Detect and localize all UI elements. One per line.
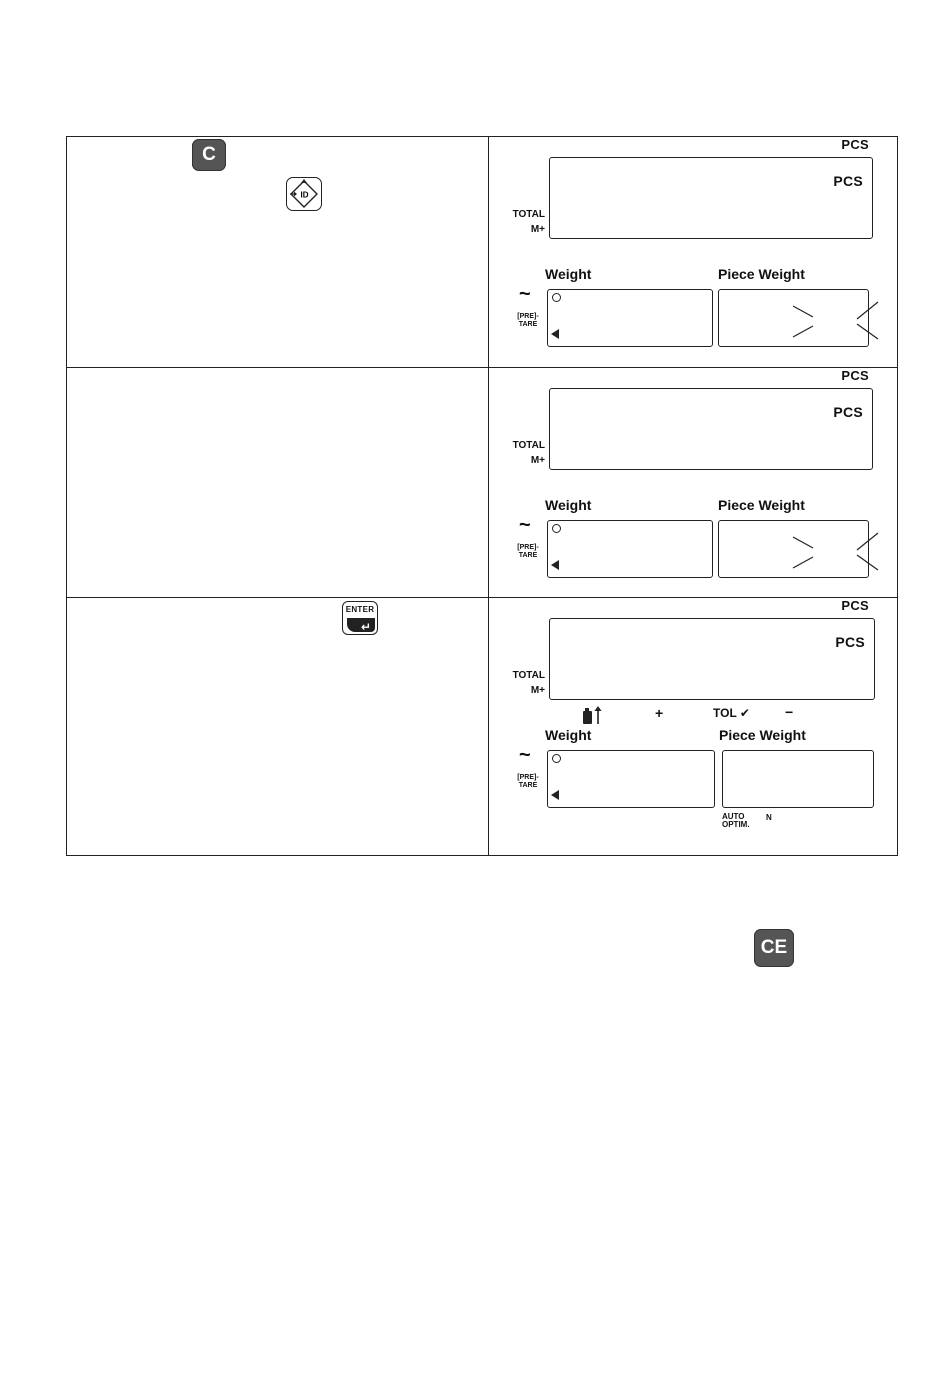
pcs-unit: PCS: [833, 404, 863, 420]
pcs-indicator: PCS: [841, 137, 869, 152]
blink-marks-icon: [718, 289, 888, 347]
main-lcd: [549, 388, 873, 470]
plus-indicator: +: [655, 705, 664, 721]
weight-lcd: [547, 289, 713, 347]
main-lcd: [549, 618, 875, 700]
tare-arrow-icon: [551, 790, 559, 800]
pre-label: [PRE]-: [517, 544, 539, 551]
stability-icon: ~: [519, 514, 531, 536]
pre-label: [PRE]-: [517, 313, 539, 320]
zero-indicator-icon: [552, 754, 561, 763]
pcs-unit: PCS: [833, 173, 863, 189]
minus-indicator: −: [785, 704, 794, 720]
total-label: TOTAL: [512, 440, 545, 451]
procedure-table: [66, 136, 898, 856]
optim-label: OPTIM.: [722, 820, 750, 829]
tol-check-icon: ✔: [739, 706, 750, 720]
weight-label: Weight: [545, 727, 592, 743]
enter-key-label: ENTER: [345, 605, 375, 614]
weight-lcd: [547, 520, 713, 578]
scale-display-3: [489, 598, 897, 856]
tare-label: TARE: [518, 321, 538, 328]
weight-up-icon: [583, 706, 607, 726]
main-lcd: [549, 157, 873, 239]
id-key[interactable]: [286, 177, 322, 211]
tare-arrow-icon: [551, 329, 559, 339]
piece-weight-label: Piece Weight: [719, 727, 806, 743]
zero-indicator-icon: [552, 293, 561, 302]
indicator-row: [579, 704, 879, 726]
ce-key[interactable]: CE: [754, 929, 794, 967]
scale-display-1: [489, 137, 897, 367]
procedure-row-2: [67, 367, 897, 598]
piece-weight-lcd: [722, 750, 874, 808]
id-diamond-icon: [289, 179, 319, 209]
pcs-unit: PCS: [835, 634, 865, 650]
auto-label: AUTO: [722, 812, 745, 821]
total-label: TOTAL: [512, 209, 545, 220]
auto-optim-label: [722, 813, 750, 829]
procedure-row-1: [67, 137, 897, 367]
n-label: N: [766, 813, 772, 822]
piece-weight-label: Piece Weight: [718, 497, 805, 513]
total-mplus-label: [511, 438, 545, 468]
weight-lcd: [547, 750, 715, 808]
tare-arrow-icon: [551, 560, 559, 570]
enter-key[interactable]: [342, 601, 378, 635]
weight-label: Weight: [545, 266, 592, 282]
blink-marks-icon: [718, 520, 888, 578]
tare-label: TARE: [518, 552, 538, 559]
zero-indicator-icon: [552, 524, 561, 533]
stability-icon: ~: [519, 283, 531, 305]
pcs-indicator: PCS: [841, 368, 869, 383]
pre-label: [PRE]-: [517, 774, 539, 781]
tare-label: TARE: [518, 782, 538, 789]
pretare-label: [515, 774, 541, 790]
total-mplus-label: [511, 668, 545, 698]
total-label: TOTAL: [512, 670, 545, 681]
tol-label: TOL: [713, 706, 737, 720]
piece-weight-label: Piece Weight: [718, 266, 805, 282]
pcs-indicator: PCS: [841, 598, 869, 613]
mplus-label: M+: [530, 685, 545, 696]
c-key[interactable]: C: [192, 139, 226, 171]
mplus-label: M+: [530, 455, 545, 466]
weight-label: Weight: [545, 497, 592, 513]
mplus-label: M+: [530, 224, 545, 235]
id-key-label: ID: [300, 190, 309, 200]
enter-arrow-icon: ↵: [360, 620, 371, 634]
stability-icon: ~: [519, 744, 531, 766]
pretare-label: [515, 313, 541, 329]
scale-display-2: [489, 368, 897, 598]
tol-indicator: [713, 706, 750, 720]
procedure-row-3: [67, 597, 897, 856]
pretare-label: [515, 544, 541, 560]
total-mplus-label: [511, 207, 545, 237]
